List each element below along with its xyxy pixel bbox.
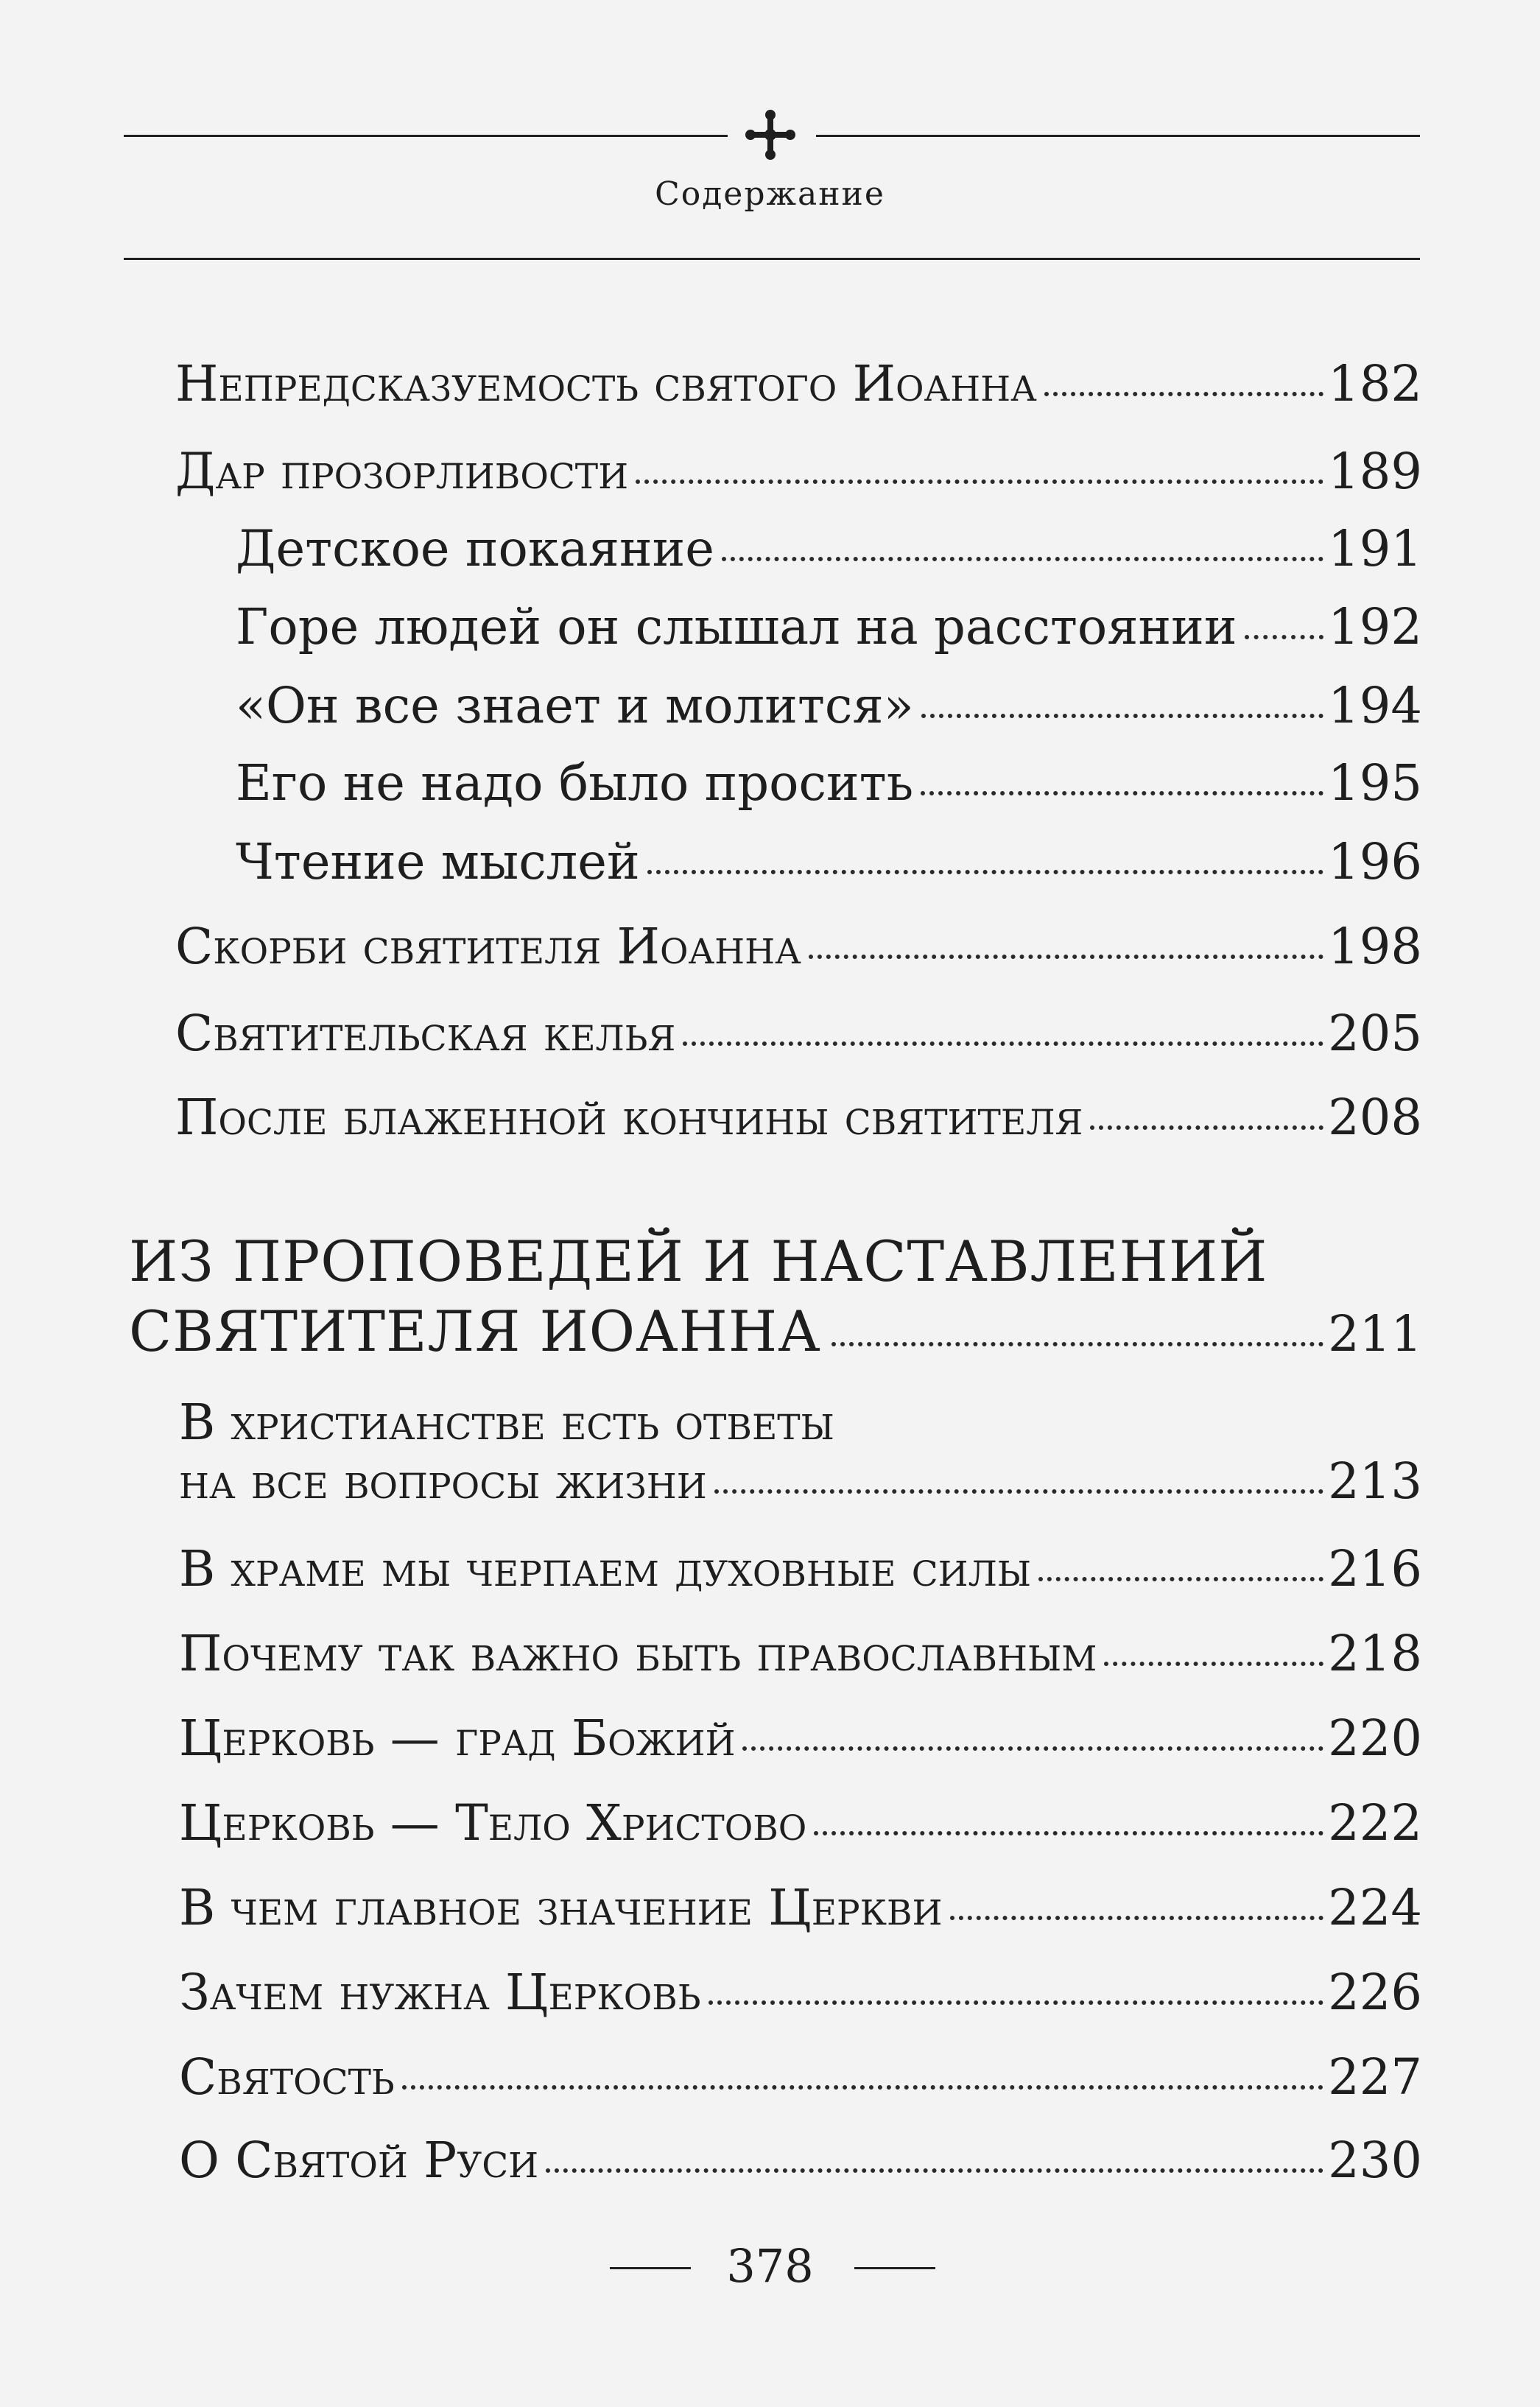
toc-entry[interactable] bbox=[236, 520, 1422, 577]
toc-entry[interactable] bbox=[175, 1005, 1422, 1062]
toc-page-number: 195 bbox=[1328, 754, 1422, 812]
toc-leader-dots bbox=[546, 2168, 1323, 2173]
toc-page-number: 192 bbox=[1328, 598, 1422, 656]
toc-entry-title: После блаженной кончины святителя bbox=[175, 1089, 1083, 1146]
toc-entry[interactable] bbox=[236, 598, 1422, 656]
toc-leader-dots bbox=[709, 2000, 1324, 2005]
toc-entry-wrapped[interactable] bbox=[179, 1452, 1422, 1510]
toc-entry[interactable] bbox=[236, 677, 1422, 734]
toc-page-number: 226 bbox=[1328, 1964, 1422, 2021]
toc-entry-title: Церковь — Тело Христово bbox=[179, 1794, 807, 1852]
toc-entry-title: О Святой Руси bbox=[179, 2132, 539, 2189]
toc-entry-title: Дар прозорливости bbox=[175, 443, 629, 500]
toc-entry-title: Скорби святителя Иоанна bbox=[175, 918, 801, 975]
toc-entry[interactable] bbox=[236, 833, 1422, 890]
toc-entry-title: Церковь — град Божий bbox=[179, 1710, 736, 1767]
toc-leader-dots bbox=[921, 714, 1323, 718]
page-number: 378 bbox=[726, 2239, 814, 2293]
toc-entry-title: Почему так важно быть православным bbox=[179, 1625, 1097, 1682]
toc-entry[interactable] bbox=[179, 1710, 1422, 1767]
folio-dash-right bbox=[854, 2267, 935, 2269]
toc-leader-dots bbox=[1044, 392, 1323, 396]
toc-page-number: 198 bbox=[1328, 918, 1422, 975]
header-rule-right bbox=[816, 135, 1420, 137]
toc-page-number: 220 bbox=[1328, 1710, 1422, 1767]
toc-page-number: 196 bbox=[1328, 833, 1422, 890]
running-head: Содержание bbox=[655, 175, 885, 213]
toc-leader-dots bbox=[402, 2085, 1323, 2090]
toc-entry[interactable] bbox=[179, 1879, 1422, 1936]
section-heading-line1: ИЗ ПРОПОВЕДЕЙ И НАСТАВЛЕНИЙ bbox=[129, 1229, 1268, 1294]
toc-entry-title: В чем главное значение Церкви bbox=[179, 1879, 943, 1936]
toc-page-number: 194 bbox=[1328, 677, 1422, 734]
toc-entry[interactable] bbox=[175, 443, 1422, 500]
toc-entry-title: В храме мы черпаем духовные силы bbox=[179, 1540, 1032, 1598]
toc-leader-dots bbox=[950, 1916, 1324, 1920]
header-rule-bottom bbox=[124, 258, 1420, 260]
toc-entry[interactable] bbox=[179, 1540, 1422, 1598]
toc-entry-title: «Он все знает и молится» bbox=[236, 677, 914, 734]
toc-page-number: 208 bbox=[1328, 1089, 1422, 1146]
toc-page-number: 182 bbox=[1328, 355, 1422, 412]
toc-leader-dots bbox=[1104, 1662, 1323, 1666]
toc-leader-dots bbox=[814, 1831, 1323, 1835]
toc-page-number: 211 bbox=[1328, 1305, 1422, 1363]
toc-entry[interactable] bbox=[179, 1794, 1422, 1852]
toc-entry[interactable] bbox=[179, 2048, 1422, 2106]
toc-page-number: 189 bbox=[1328, 443, 1422, 500]
toc-page-number: 227 bbox=[1328, 2048, 1422, 2106]
toc-entry[interactable] bbox=[179, 1964, 1422, 2021]
section-heading-line2-entry[interactable] bbox=[129, 1299, 1422, 1364]
toc-leader-dots bbox=[683, 1041, 1323, 1046]
toc-entry-title: на все вопросы жизни bbox=[179, 1452, 707, 1510]
toc-leader-dots bbox=[809, 955, 1323, 959]
toc-entry[interactable] bbox=[175, 918, 1422, 975]
toc-leader-dots bbox=[921, 791, 1323, 795]
toc-leader-dots bbox=[1245, 635, 1324, 639]
toc-page-number: 205 bbox=[1328, 1005, 1422, 1062]
toc-page-number: 213 bbox=[1328, 1452, 1422, 1510]
toc-entry-title: Непредсказуемость святого Иоанна bbox=[175, 355, 1037, 412]
cross-ornament-icon bbox=[745, 109, 796, 161]
toc-page-number: 224 bbox=[1328, 1879, 1422, 1936]
toc-leader-dots bbox=[636, 479, 1323, 484]
toc-entry-title: Святость bbox=[179, 2048, 395, 2106]
toc-leader-dots bbox=[742, 1746, 1323, 1751]
toc-page-number: 230 bbox=[1328, 2132, 1422, 2189]
wrapped-entry-line1: В христианстве есть ответы bbox=[179, 1394, 834, 1451]
section-heading-line2: СВЯТИТЕЛЯ ИОАННА bbox=[129, 1299, 821, 1364]
toc-page-number: 216 bbox=[1328, 1540, 1422, 1598]
toc-leader-dots bbox=[714, 1489, 1323, 1494]
toc-entry[interactable] bbox=[179, 1625, 1422, 1682]
toc-entry[interactable] bbox=[179, 2132, 1422, 2189]
toc-entry-title: Детское покаяние bbox=[236, 520, 714, 577]
toc-page-number: 222 bbox=[1328, 1794, 1422, 1852]
toc-page-number: 218 bbox=[1328, 1625, 1422, 1682]
toc-leader-dots bbox=[647, 870, 1324, 874]
toc-leader-dots bbox=[722, 557, 1323, 561]
toc-leader-dots bbox=[1038, 1577, 1323, 1581]
toc-entry[interactable] bbox=[236, 754, 1422, 812]
toc-entry[interactable] bbox=[175, 355, 1422, 412]
toc-page-number: 191 bbox=[1328, 520, 1422, 577]
toc-entry[interactable] bbox=[175, 1089, 1422, 1146]
toc-entry-title: Чтение мыслей bbox=[236, 833, 640, 890]
toc-entry-title: Зачем нужна Церковь bbox=[179, 1964, 701, 2021]
toc-entry-title: Святительская келья bbox=[175, 1005, 676, 1062]
toc-entry-title: Его не надо было просить bbox=[236, 754, 914, 812]
toc-entry-title: Горе людей он слышал на расстоянии bbox=[236, 598, 1237, 656]
toc-leader-dots bbox=[1090, 1125, 1323, 1130]
header-rule-left bbox=[124, 135, 728, 137]
toc-leader-dots bbox=[831, 1342, 1323, 1346]
